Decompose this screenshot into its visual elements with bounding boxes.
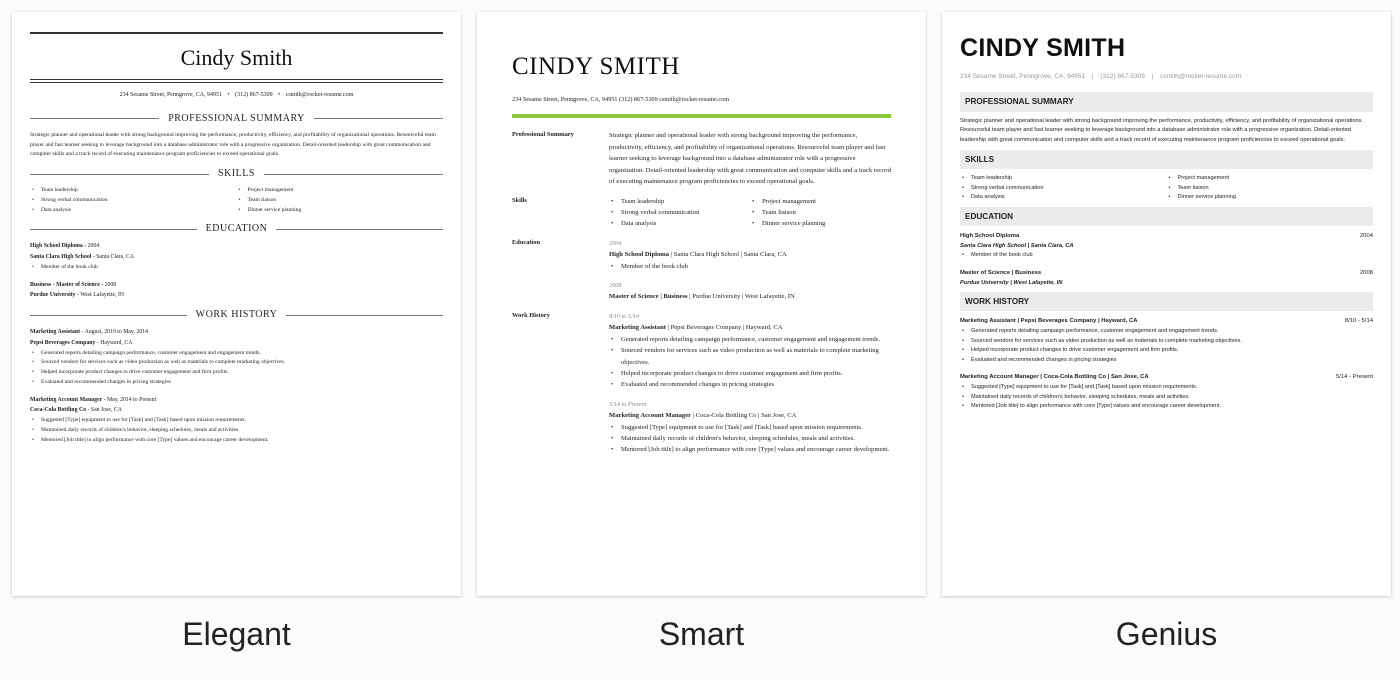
skill-item: • Project management (237, 186, 444, 196)
skills-list (30, 186, 443, 215)
resume-preview-genius: CINDY SMITH 234 Sesame Street, Penngrove, CA, 94951 | (312) 867-5309 | csmith@rocket-resume.com PROFESSIONAL SUMMARY Strategic planner and operational leader with strong background improving the performance, productivity, efficiency, and profitability of organizational operations. Resourceful team player and fast learner seeking to leverage background into a database administrator role with a progressive organization. Detail-oriented leadership with great communication and computer skills and a track record of executing maintenance program proficiencies to exceed operational goals. SKILLS • Team leadership • Strong verbal communication • Data analysis • Project management • Team liaison • Dinner service planning EDUCATION High School Diploma 2004 Santa Clara High School | Santa Clara, CA • Member of the book club Master of Science | Business 2008 Purdue University | West Lafayette, IN WORK HISTORY Marketing Assistant | Pepsi Beverages Company | Hayward, CA 8/10 - 5/14 • Generated reports detailing campaign performance, customer engagement and engagement trends. • Sourced vendors for services such as video production as well as materials to complete marketing objectives. • Helped incorporate product changes to drive customer engagement and firm profits. • Evaluated and recommended changes in pricing strategies Marketing Account Manager | Coca-Cola Bottling Co | San Jose, CA 5/14 - Present • Suggested [Type] equipment to use for [Task] and [Task] based upon mission requirements. • Maintained daily records of children's behavior, sleeping schedules, meals and activities. • Mentored [Job title] to align performance with core [Type] values and encourage career development. (960, 28, 1373, 412)
section-heading-summary: PROFESSIONAL SUMMARY (960, 92, 1373, 111)
work-entry: Marketing Assistant | Pepsi Beverages Company | Hayward, CA 8/10 - 5/14 (960, 318, 1373, 325)
resume-name: Cindy Smith (180, 45, 293, 70)
contact-separator: • (278, 92, 281, 99)
skill-item: • Team liaison (750, 207, 891, 218)
skills-list: • Team leadership • Strong verbal communication • Data analysis • Project management • Team liaison • Dinner service planning (960, 174, 1373, 203)
contact-separator: • (227, 92, 230, 99)
skill-item: • Dinner service planning (237, 206, 444, 216)
accent-bar (512, 114, 891, 118)
summary-text: Strategic planner and operational leader with strong background improving the performance, productivity, efficiency, and profitability of organizational operations. Resourceful team player and fast learner seeking to leverage background into a database administrator role with a progressive organization. Detail-oriented leadership with great communication and computer skills and a track record of executing maintenance program proficiencies to exceed operational goals. (30, 131, 436, 158)
section-heading-education: EDUCATION (30, 221, 443, 237)
skill-item: • Data analysis (609, 218, 750, 229)
section-heading-skills: SKILLS (30, 166, 443, 182)
skill-item: • Team leadership (609, 196, 750, 207)
resume-name: CINDY SMITH (512, 53, 680, 80)
education-bullet: • Member of the book club (30, 263, 443, 273)
skill-item: • Team leadership (30, 186, 237, 196)
resume-preview-smart (512, 46, 891, 464)
skill-item: • Dinner service planning (750, 218, 891, 229)
skill-item: • Strong verbal communication (609, 207, 750, 218)
education-entry: Master of Science | Business 2008 (960, 269, 1373, 276)
template-card-smart[interactable] (477, 12, 926, 596)
summary-text: Strategic planner and operational leader with strong background improving the performance, productivity, efficiency, and profitability of organizational operations. Resourceful team player and fast learner seeking to leverage background into a database administrator role with a progressive organization. Detail-oriented leadership with great communication and computer skills and a track record of executing maintenance program proficiencies to exceed operational goals. (960, 117, 1364, 144)
template-label-smart[interactable]: Smart (658, 616, 745, 652)
section-heading-work: WORK HISTORY (30, 307, 443, 323)
section-heading-summary: PROFESSIONAL SUMMARY (30, 111, 443, 127)
work-entry: Marketing Assistant - August, 2010 to May, 2014 Pepsi Beverages Company - Hayward, CA (30, 329, 148, 346)
contact-address: 234 Sesame Street, Penngrove, CA, 94951 (119, 92, 222, 99)
contact-phone: (312) 867-5309 (235, 92, 273, 99)
work-bullets: • Generated reports detailing campaign performance, customer engagement and engagement trends. • Sourced vendors for services such as video production as well as materials to complete marketing objectives. • Helped incorporate product changes to drive customer engagement and firm profits. • Evaluated and recommended changes in pricing strategies (30, 349, 443, 388)
section-work: Work History 8/10 to 5/14 Marketing Assistant | Pepsi Beverages Company | Hayward, CA • Generated reports detailing campaign performance, customer engagement and engagement trends. • Sourced vendors for services such as video production as well as materials to complete marketing objectives. • Helped incorporate product changes to drive customer engagement and firm profits. • Evaluated and recommended changes in pricing strategies 5/14 to Present Marketing Account Manager | Coca-Cola Bottling Co | San Jose, CA • Suggested [Type] equipment to use for [Task] and [Task] based upon mission requirements. • Maintained daily records of children's behavior, sleeping schedules, meals and activities. • Mentored [Job title] to align performance with core [Type] values and encourage career development. (512, 311, 891, 456)
template-card-genius[interactable] (942, 12, 1391, 596)
header-double-rule (30, 79, 443, 83)
education-entry: High School Diploma - 2004 Santa Clara High School - Santa Clara, CA (30, 243, 135, 261)
contact-email: csmith@rocket-resume.com (285, 92, 354, 99)
education-entry: High School Diploma 2004 (960, 232, 1373, 239)
summary-text: Strategic planner and operational leader with strong background improving the performance, productivity, efficiency, and profitability of organizational operations. Resourceful team player and fast learner seeking to leverage background into a database administrator role with a progressive organization. Detail-oriented leadership with great communication and computer skills and a track record of executing maintenance program proficiencies to exceed operational goals. (609, 132, 891, 186)
skill-item: • Project management (750, 196, 891, 207)
resume-contact: 234 Sesame Street, Penngrove, CA, 94951 | (312) 867-5309 | csmith@rocket-resume.com (960, 73, 1242, 80)
section-heading-education: EDUCATION (960, 207, 1373, 226)
work-entry: Marketing Account Manager - May, 2014 to Present Coca-Cola Bottling Co - San Jose, CA (30, 396, 157, 414)
education-entry: Business - Master of Science - 2008 Purdue University - West Lafayette, IN (30, 281, 125, 299)
work-entry: Marketing Account Manager | Coca-Cola Bottling Co | San Jose, CA 5/14 - Present (960, 374, 1373, 381)
resume-preview-elegant (30, 32, 443, 445)
resume-contact: 234 Sesame Street, Penngrove, CA, 94951 (312) 867-5309 csmith@rocket-resume.com (512, 95, 730, 103)
skill-item: • Strong verbal communication (30, 196, 237, 206)
template-label-elegant[interactable]: Elegant (182, 616, 291, 652)
section-heading-skills: SKILLS (960, 150, 1373, 169)
resume-contact (30, 91, 443, 101)
skill-item: • Data analysis (30, 206, 237, 216)
template-card-elegant[interactable] (12, 12, 461, 596)
resume-name: CINDY SMITH (960, 34, 1126, 62)
section-skills: Skills • Team leadership • Strong verbal communication • Data analysis • Project management • Team liaison • Dinner service planning (512, 196, 891, 230)
section-summary: Professional Summary Strategic planner and operational leader with strong background improving the performance, productivity, efficiency, and profitability of organizational operations. Resourceful team player and fast learner seeking to leverage background into a database administrator role with a progressive organization. Detail-oriented leadership with great communication and computer skills and a track record of executing maintenance program proficiencies to exceed operational goals. (512, 130, 891, 188)
template-label-genius[interactable]: Genius (1115, 616, 1218, 652)
section-heading-work: WORK HISTORY (960, 292, 1373, 311)
work-bullets: • Suggested [Type] equipment to use for [Task] and [Task] based upon mission requirements. • Maintained daily records of children's behavior, sleeping schedules, meals and activities. • Mentored [Job title] to align performance with core [Type] values and encourage career development. (30, 416, 443, 445)
section-education: Education 2004 High School Diploma | Santa Clara High School | Santa Clara, CA • Member of the book club 2008 Master of Science | Business | Purdue University | West Lafayette, IN (512, 238, 891, 303)
skill-item: • Team liaison (237, 196, 444, 206)
